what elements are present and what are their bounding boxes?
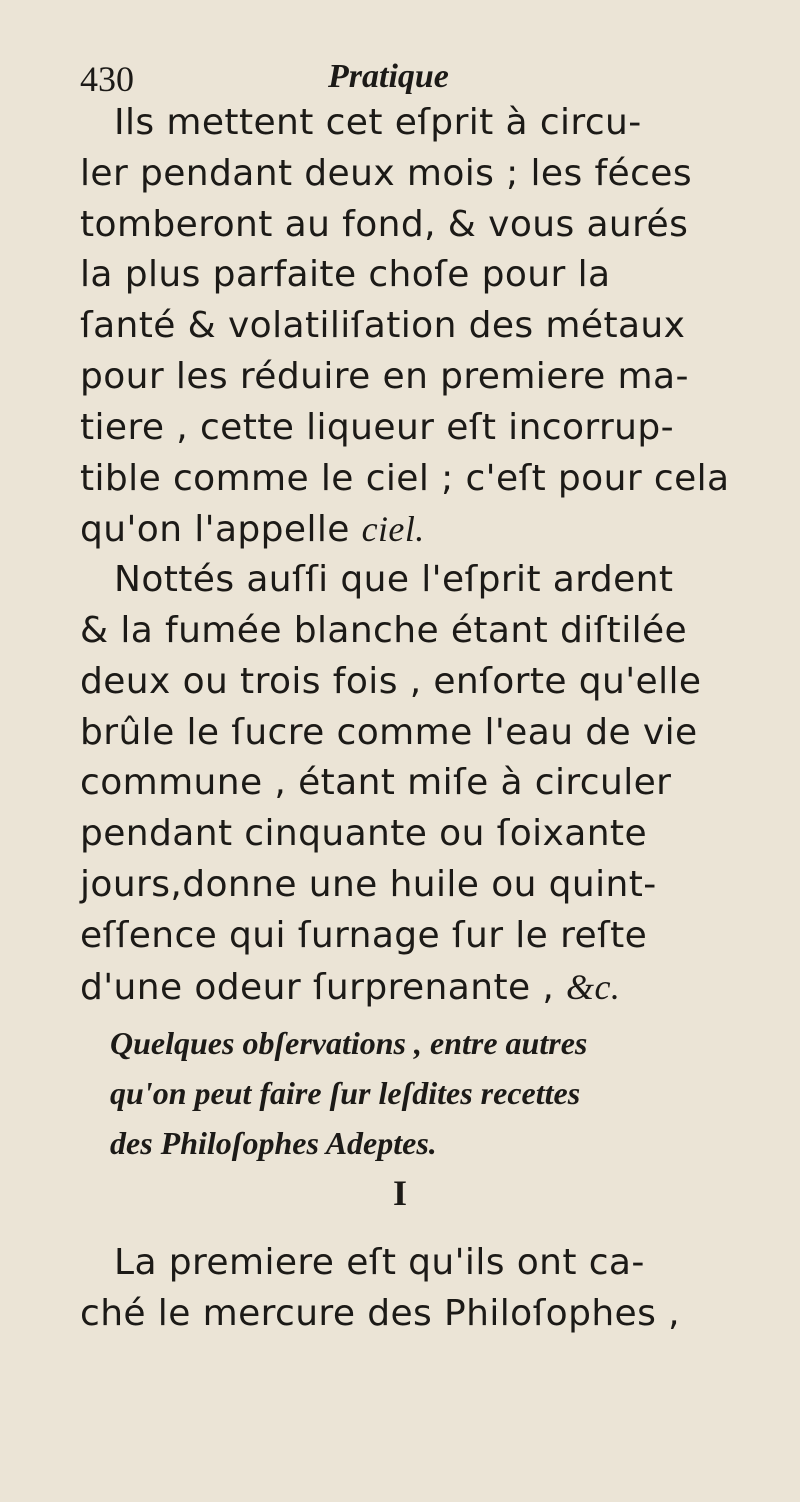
- text-line: La premiere eſt qu'ils ont ca-: [114, 1242, 645, 1283]
- heading-line: qu'on peut faire ſur leſdites recettes: [110, 1075, 581, 1111]
- italic-word: ciel.: [361, 509, 425, 550]
- text-line: Ils mettent cet eſprit à circu-: [114, 102, 642, 143]
- text-line: deux ou trois fois , enſorte qu'elle: [80, 660, 702, 702]
- body-text: [80, 98, 730, 1012]
- text-line: ler pendant deux mois ; les féces: [80, 152, 692, 194]
- text-line-start: qu'on l'appelle: [80, 509, 350, 551]
- text-line: eſſence qui ſurnage ſur le reſte: [80, 914, 648, 956]
- text-line: ché le mercure des Philoſophes ,: [80, 1292, 680, 1334]
- text-line: tible comme le ciel ; c'eſt pour cela: [80, 457, 730, 499]
- running-title: Pratique: [328, 58, 449, 95]
- text-line: tomberont au fond, & vous aurés: [80, 203, 689, 245]
- text-line: pour les réduire en premiere ma-: [80, 355, 689, 397]
- section-number: I: [392, 1173, 407, 1213]
- text-line: ſanté & volatiliſation des métaux: [80, 305, 686, 347]
- text-line-start: d'une odeur ſurprenante ,: [80, 966, 555, 1008]
- page-number: 430: [80, 59, 134, 99]
- text-line: [80, 962, 720, 1013]
- text-line: la plus parfaite choſe pour la: [80, 254, 611, 296]
- text-line: brûle le ſucre comme l'eau de vie: [80, 711, 698, 753]
- etc-abbreviation: &c.: [566, 966, 621, 1007]
- text-line: Nottés auſſi que l'eſprit ardent: [114, 559, 674, 601]
- text-line: [80, 504, 720, 555]
- heading-line: des Philoſophes Adeptes.: [110, 1125, 437, 1161]
- text-line: & la fumée blanche étant diſtilée: [80, 609, 688, 651]
- section-text: [80, 1238, 720, 1340]
- heading-line: Quelques obſervations , entre autres: [110, 1025, 588, 1061]
- text-line: tiere , cette liqueur eſt incorrup-: [80, 406, 675, 448]
- text-line: pendant cinquante ou ſoixante: [80, 813, 647, 855]
- text-line: commune , étant miſe à circuler: [80, 762, 672, 804]
- text-line: jours,donne une huile ou quint-: [80, 863, 657, 905]
- section-heading: [80, 1018, 720, 1168]
